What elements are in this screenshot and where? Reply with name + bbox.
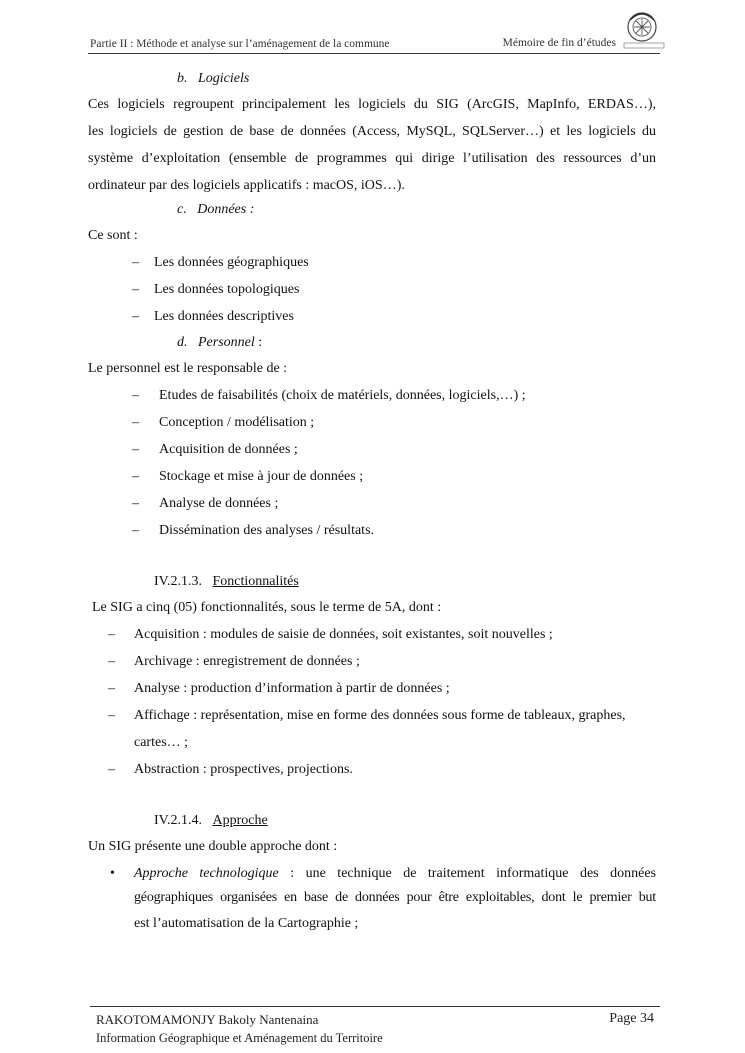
dash-marker: – [132, 282, 139, 297]
dash-marker: – [132, 388, 139, 403]
dash-marker: – [108, 762, 115, 777]
list-item: – Les données descriptives [132, 309, 294, 324]
page-number: Page 34 [609, 1011, 654, 1026]
paragraph-line: Ce sont : [88, 228, 138, 243]
subheading-donnees [177, 201, 254, 219]
paragraph-line: Un SIG présente une double approche dont : [88, 839, 338, 854]
dash-marker: – [132, 469, 139, 484]
page-footer [90, 1006, 660, 1050]
dash-marker: – [108, 681, 115, 696]
list-item: – Les données topologiques [132, 282, 300, 297]
header-chapter-title: Partie II : Méthode et analyse sur l’aménagement de la commune [90, 38, 390, 50]
subheading-marker: d. [177, 335, 188, 350]
list-item-continuation: cartes… ; [134, 735, 189, 750]
subheading-title: Données : [197, 202, 255, 217]
subheading-title: Personnel [198, 335, 255, 350]
subheading-logiciels [177, 70, 249, 88]
section-title: Approche [212, 813, 268, 828]
paragraph-line: Le personnel est le responsable de : [88, 361, 288, 376]
section-title: Fonctionnalités [212, 574, 299, 589]
dash-marker: – [108, 708, 115, 723]
section-number: IV.2.1.3. [154, 574, 202, 589]
list-item: – Les données géographiques [132, 255, 309, 270]
dash-marker: – [132, 442, 139, 457]
bullet-marker: • [110, 866, 115, 881]
list-item: – Acquisition : modules de saisie de données, soit existantes, soit nouvelles ; [108, 627, 553, 642]
dash-marker: – [132, 415, 139, 430]
bullet-title: Approche technologique [134, 866, 279, 881]
dash-marker: – [132, 496, 139, 511]
subheading-title: Logiciels [198, 71, 250, 86]
dash-marker: – [132, 309, 139, 324]
university-seal-icon [622, 10, 666, 50]
dash-marker: – [132, 523, 139, 538]
dash-marker: – [108, 627, 115, 642]
list-item: – Affichage : représentation, mise en forme des données sous forme de tableaux, graphes, [108, 708, 626, 723]
paragraph-line: Ces logiciels regroupent principalement les logiciels du SIG (ArcGIS, MapInfo, ERDAS…), [88, 97, 656, 112]
header-document-type: Mémoire de fin d’études [502, 37, 616, 49]
footer-domain: Information Géographique et Aménagement du Territoire [96, 1031, 383, 1045]
bullet-item: • Approche technologique : une technique de traitement informatique des données [110, 866, 657, 881]
footer-author: RAKOTOMAMONJY Bakoly Nantenaina [96, 1012, 319, 1027]
list-item: – Analyse de données ; [132, 496, 279, 511]
dash-marker: – [132, 255, 139, 270]
paragraph-line: système d’exploitation (ensemble de programmes qui dirige l’utilisation des ressources d’un [88, 151, 656, 166]
section-heading-fonctionnalites [154, 573, 299, 591]
list-item: – Analyse : production d’information à partir de données ; [108, 681, 450, 696]
subheading-personnel: d. Personnel : [177, 335, 263, 350]
paragraph-line: ordinateur par des logiciels applicatifs : macOS, iOS…). [88, 178, 405, 193]
page-header [88, 8, 660, 54]
list-item: – Acquisition de données ; [132, 442, 298, 457]
paragraph-line: les logiciels de gestion de base de données (Access, MySQL, SQLServer…) et les logiciels du [88, 124, 656, 139]
bullet-continuation: géographiques organisées en base de données pour être exploitables, dont le premier but [134, 890, 656, 905]
subheading-marker: c. [177, 202, 187, 217]
list-item: – Stockage et mise à jour de données ; [132, 469, 364, 484]
list-item: – Archivage : enregistrement de données ; [108, 654, 360, 669]
list-item: – Abstraction : prospectives, projections. [108, 762, 353, 777]
paragraph-line: Le SIG a cinq (05) fonctionnalités, sous le terme de 5A, dont : [92, 600, 442, 615]
list-item: – Dissémination des analyses / résultats. [132, 523, 375, 538]
dash-marker: – [108, 654, 115, 669]
bullet-continuation: est l’automatisation de la Cartographie ; [134, 916, 359, 931]
section-heading-approche [154, 812, 268, 830]
section-number: IV.2.1.4. [154, 813, 202, 828]
list-item: – Conception / modélisation ; [132, 415, 315, 430]
subheading-marker: b. [177, 71, 188, 86]
list-item: – Etudes de faisabilités (choix de matériels, données, logiciels,…) ; [132, 388, 526, 403]
